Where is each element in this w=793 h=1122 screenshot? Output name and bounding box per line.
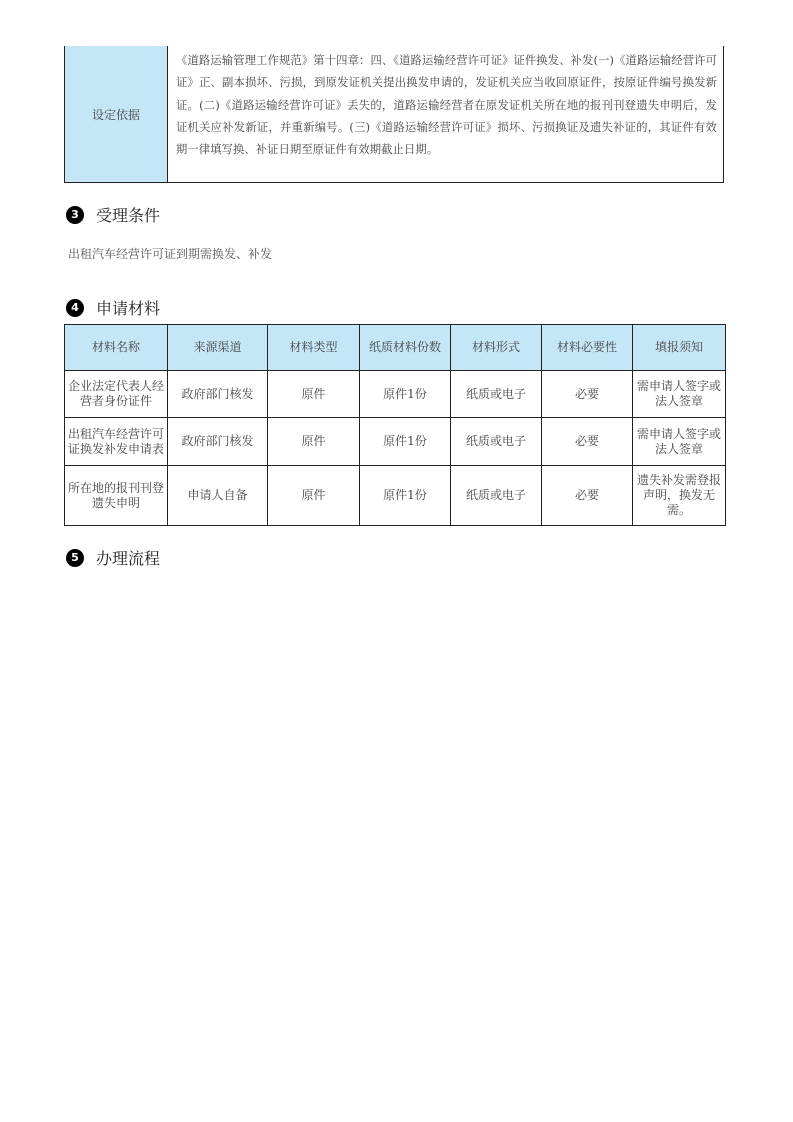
table-cell: 原件 xyxy=(268,418,360,466)
conditions-text: 出租汽车经营许可证到期需换发、补发 xyxy=(68,247,273,261)
table-cell: 企业法定代表人经营者身份证件 xyxy=(65,371,168,418)
table-row xyxy=(65,418,726,466)
header-cell: 材料名称 xyxy=(65,325,168,371)
table-cell: 必要 xyxy=(542,371,633,418)
section-process xyxy=(66,546,160,569)
table-cell: 申请人自备 xyxy=(168,466,268,526)
table-cell: 政府部门核发 xyxy=(168,418,268,466)
header-cell: 材料类型 xyxy=(268,325,360,371)
section-conditions xyxy=(66,203,160,226)
header-cell: 纸质材料份数 xyxy=(360,325,451,371)
section-title: 受理条件 xyxy=(96,206,161,225)
header-cell: 来源渠道 xyxy=(168,325,268,371)
table-cell: 原件 xyxy=(268,371,360,418)
basis-text: 《道路运输管理工作规范》第十四章：四、《道路运输经营许可证》证件换发、补发(一)《道路运输经营许可证》正、副本损坏、污损，到原发证机关提出换发申请的，发证机关应当收回原证件，按原证件编号换发新证。(二)《道路运输经营许可证》丢失的，道路运输经营者在原发证机关所在地的报刊刊登遗失申明后，发证机关应补发新证，并重新编号。(三)《道路运输经营许可证》损坏、污损换证及遗失补证的，其证件有效期一律填写换、补证日期至原证件有效期截止日期。 xyxy=(176,54,717,157)
table-cell: 必要 xyxy=(542,418,633,466)
table-cell: 出租汽车经营许可证换发补发申请表 xyxy=(65,418,168,466)
table-cell: 原件1份 xyxy=(360,418,451,466)
table-cell: 遗失补发需登报声明，换发无需。 xyxy=(633,466,726,526)
header-cell: 材料形式 xyxy=(451,325,542,371)
basis-label: 设定依据 xyxy=(65,46,168,182)
section-number-badge: 3 xyxy=(66,206,84,224)
table-cell: 必要 xyxy=(542,466,633,526)
section-number-badge: 4 xyxy=(66,299,84,317)
section-title: 申请材料 xyxy=(96,299,161,318)
table-cell: 原件1份 xyxy=(360,466,451,526)
header-cell: 材料必要性 xyxy=(542,325,633,371)
table-cell: 纸质或电子 xyxy=(451,418,542,466)
table-cell: 需申请人签字或法人签章 xyxy=(633,371,726,418)
table-cell: 政府部门核发 xyxy=(168,371,268,418)
table-cell: 需申请人签字或法人签章 xyxy=(633,418,726,466)
table-row xyxy=(65,466,726,526)
table-cell: 纸质或电子 xyxy=(451,466,542,526)
table-row xyxy=(65,371,726,418)
table-cell: 所在地的报刊刊登遗失申明 xyxy=(65,466,168,526)
section-materials xyxy=(66,296,160,319)
table-cell: 纸质或电子 xyxy=(451,371,542,418)
table-header-row xyxy=(65,325,726,371)
section-number-badge: 5 xyxy=(66,549,84,567)
table-cell: 原件1份 xyxy=(360,371,451,418)
table-cell: 原件 xyxy=(268,466,360,526)
section-title: 办理流程 xyxy=(96,549,161,568)
basis-table xyxy=(64,46,724,183)
header-cell: 填报须知 xyxy=(633,325,726,371)
materials-table xyxy=(64,324,726,526)
